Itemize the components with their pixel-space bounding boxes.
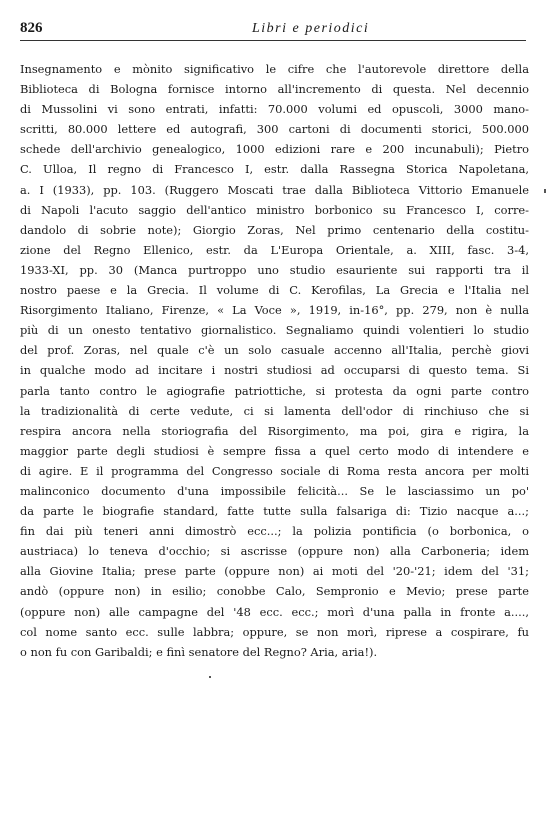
running-header bbox=[20, 20, 526, 41]
text-line: zione del Regno Ellenico, estr. da L'Europa Orientale, a. XIII, fasc. 3-4, bbox=[20, 242, 529, 257]
text-line: C. Ulloa, Il regno di Francesco I, estr. dalla Rassegna Storica Napoletana, bbox=[20, 162, 529, 177]
text-line: col nome santo ecc. sulle labbra; oppure, se non morì, riprese a cospirare, fu bbox=[20, 624, 529, 639]
text-line: da parte le biografie standard, fatte tutte sulla falsariga di: Tizio nacque a...; bbox=[20, 504, 529, 519]
text-line: Insegnamento e mònito significativo le cifre che l'autorevole direttore della bbox=[20, 62, 529, 76]
text-line: a. I (1933), pp. 103. (Ruggero Moscati trae dalla Biblioteca Vittorio Emanuele bbox=[20, 182, 529, 197]
text-line: schede dell'archivio genealogico, 1000 edizioni rare e 200 incunabuli); Pietro bbox=[20, 142, 529, 157]
scan-speck bbox=[544, 189, 546, 193]
text-line: in qualche modo ad incitare i nostri studiosi ad occuparsi di questo tema. Si bbox=[20, 363, 529, 378]
text-line: o non fu con Garibaldi; e finì senatore del Regno? Aria, aria!). bbox=[20, 644, 378, 659]
body-text bbox=[20, 59, 529, 662]
scan-speck bbox=[209, 676, 211, 678]
text-line: maggior parte degli studiosi è sempre fissa a quel certo modo di intendere e bbox=[20, 443, 529, 458]
text-line: austriaca) lo teneva d'occhio; si ascrisse (oppure non) alla Carboneria; idem bbox=[20, 544, 529, 559]
text-line: dandolo di sobrie note); Giorgio Zoras, Nel primo centenario della costitu- bbox=[20, 222, 529, 237]
text-line: di Napoli l'acuto saggio dell'antico ministro borbonico su Francesco I, corre- bbox=[20, 202, 529, 217]
text-line: la tradizionalità di certe vedute, ci si lamenta dell'odor di rinchiuso che si bbox=[20, 403, 529, 418]
running-title: Libri e periodici bbox=[252, 21, 370, 36]
text-line: fin dai più teneri anni dimostrò ecc...; la polizia pontificia (o borbonica, o bbox=[20, 524, 529, 539]
page-number: 826 bbox=[20, 20, 43, 36]
text-line: respira ancora nella storiografia del Risorgimento, ma poi, gira e rigira, la bbox=[20, 423, 529, 438]
text-line: (oppure non) alle campagne del '48 ecc. ecc.; morì d'una palla in fronte a...., bbox=[20, 604, 529, 619]
text-line: Risorgimento Italiano, Firenze, « La Voce », 1919, in-16°, pp. 279, non è nulla bbox=[20, 303, 529, 318]
text-line: parla tanto contro le agiografie patriottiche, si protesta da ogni parte contro bbox=[20, 383, 529, 398]
text-line: di agire. E il programma del Congresso sociale di Roma resta ancora per molti bbox=[20, 463, 529, 478]
text-line: alla Giovine Italia; prese parte (oppure non) ai moti del '20-'21; idem del '31; bbox=[20, 564, 529, 579]
text-line: malinconico documento d'una impossibile felicità... Se le lasciassimo un po' bbox=[20, 483, 529, 498]
text-line: scritti, 80.000 lettere ed autografi, 300 cartoni di documenti storici, 500.000 bbox=[20, 122, 529, 137]
text-line: Biblioteca di Bologna fornisce intorno all'incremento di questa. Nel decennio bbox=[20, 82, 529, 97]
text-line: più di un onesto tentativo giornalistico. Segnaliamo quindi volentieri lo studio bbox=[20, 323, 529, 338]
text-line: del prof. Zoras, nel quale c'è un solo casuale accenno all'Italia, perchè giovi bbox=[20, 343, 529, 358]
text-line: di Mussolini vi sono entrati, infatti: 70.000 volumi ed opuscoli, 3000 mano- bbox=[20, 102, 529, 117]
text-line: 1933-XI, pp. 30 (Manca purtroppo uno studio esauriente sui rapporti tra il bbox=[20, 262, 529, 277]
text-line: andò (oppure non) in esilio; conobbe Calo, Sempronio e Mevio; prese parte bbox=[20, 584, 529, 599]
text-line: nostro paese e la Grecia. Il volume di C. Kerofilas, La Grecia e l'Italia nel bbox=[20, 283, 529, 298]
